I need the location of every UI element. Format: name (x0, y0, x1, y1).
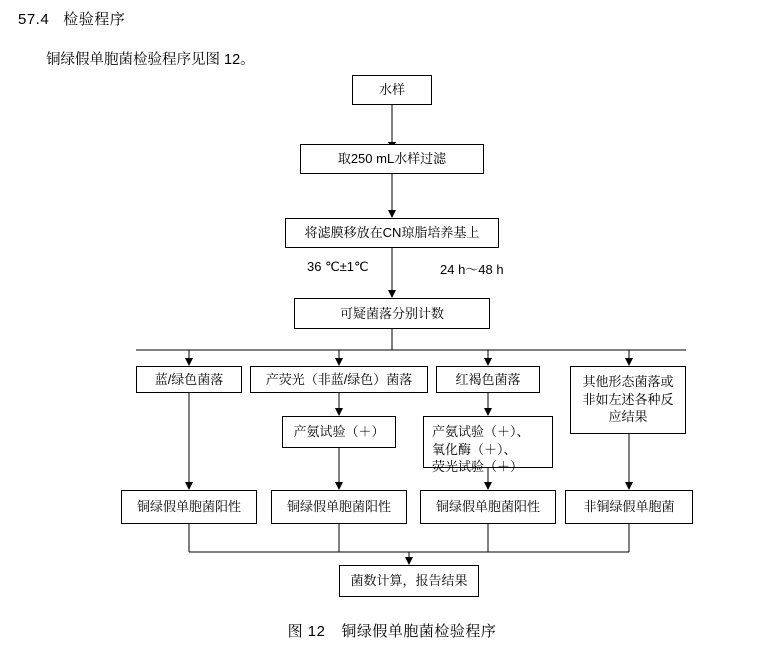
flow-node-triple-test (423, 416, 553, 475)
flow-node-text: 将滤膜移放在CN琼脂培养基上 (304, 225, 480, 241)
figure-title: 铜绿假单胞菌检验程序 (341, 623, 497, 640)
flow-node-ammonia-test (282, 416, 396, 448)
flow-node-text-line: 非如左述各种反 (582, 391, 674, 407)
figure-label: 图 12 (287, 623, 326, 640)
flow-node-blue-green-colony (136, 366, 242, 393)
flow-node-result-negative (565, 490, 693, 524)
section-title-text: 检验程序 (63, 11, 126, 28)
flow-node-text: 铜绿假单胞菌阳性 (136, 499, 241, 515)
flow-node-text: 铜绿假单胞菌阳性 (435, 499, 540, 515)
flow-node-red-brown-colony (436, 366, 540, 393)
flow-node-filter-250ml (300, 144, 484, 174)
flow-node-text: 取250 mL水样过滤 (337, 151, 447, 167)
flow-node-other-morphology (570, 366, 686, 434)
flow-node-text: 水样 (378, 82, 405, 98)
flow-node-text: 菌数计算，报告结果 (350, 573, 468, 589)
flow-node-text-line: 氧化酶（＋）、 (432, 441, 517, 457)
flow-node-result-positive-1 (121, 490, 257, 524)
intro-paragraph: 铜绿假单胞菌检验程序见图 12。 (46, 52, 255, 68)
flow-node-colony-count (294, 298, 490, 329)
edge-label-temperature: 36 ℃±1℃ (307, 259, 369, 274)
flow-node-text: 铜绿假单胞菌阳性 (286, 499, 391, 515)
flow-node-result-positive-3 (420, 490, 556, 524)
flow-node-water-sample (352, 75, 432, 105)
flow-node-text-line: 其他形态菌落或 (582, 374, 674, 389)
flow-node-text-line: 荧光试验（＋） (432, 459, 524, 475)
flow-node-cn-agar (285, 218, 499, 248)
flow-node-fluorescent-colony (250, 366, 428, 393)
section-number: 57.4 (18, 11, 50, 28)
flow-node-text: 可疑菌落分别计数 (339, 305, 444, 321)
edge-label-time: 24 h～48 h (440, 262, 504, 277)
flow-node-text: 非铜绿假单胞菌 (583, 499, 675, 515)
flow-node-result-positive-2 (271, 490, 407, 524)
flow-node-report-result (339, 565, 479, 597)
flow-node-text: 红褐色菌落 (455, 371, 521, 387)
figure-caption (0, 620, 784, 641)
flow-node-text-line: 产氨试验（＋）、 (432, 424, 530, 439)
flow-node-text: 产氨试验（＋） (293, 424, 385, 440)
flow-node-text: 蓝/绿色菌落 (154, 371, 224, 387)
flow-node-text: 产荧光（非蓝/绿色）菌落 (265, 371, 413, 387)
flow-node-text-line: 应结果 (608, 409, 648, 425)
